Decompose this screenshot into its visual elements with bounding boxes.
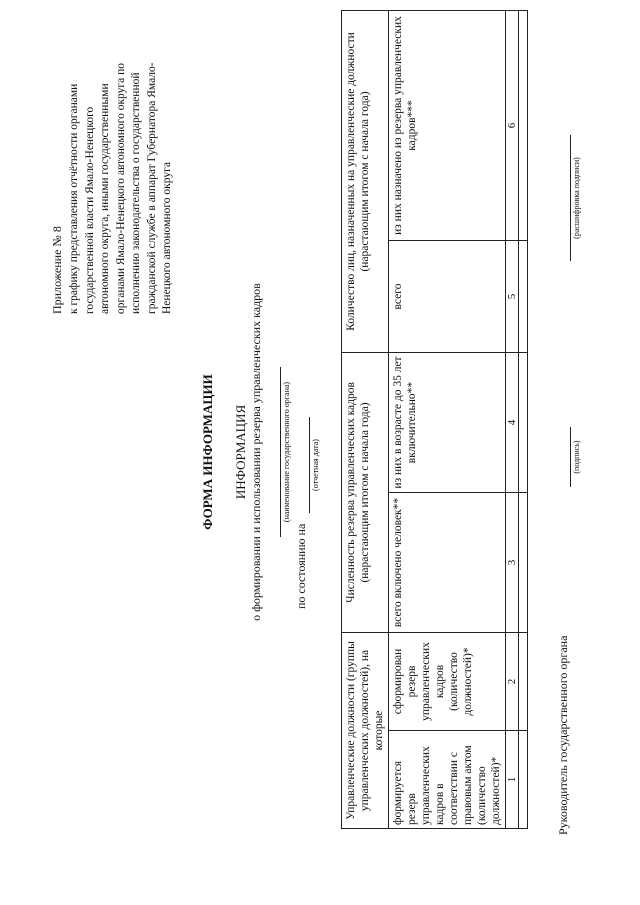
table-empty-data-row — [519, 10, 528, 828]
signature-decode-line — [570, 135, 571, 261]
column-number-4: 4 — [506, 352, 519, 492]
rotated-document-page — [40, 16, 600, 867]
appendix-text: к графику представления отчётности органами государственной власти Ямало-Ненецкого автономного округа, иными государственными органами Ямало-Ненецкого автономного округа по исполнению законодательства о государственной гражданской службе в аппарат Губернатора Ямало-Ненецкого автономного округа — [68, 62, 173, 314]
sub-header-total-appointed: всего — [389, 240, 506, 352]
report-date-line — [309, 417, 310, 513]
main-title: ИНФОРМАЦИЯ — [233, 404, 248, 500]
empty-cell — [519, 240, 528, 352]
appendix-label: Приложение № 8 — [50, 226, 64, 314]
column-number-3: 3 — [506, 493, 519, 633]
column-number-5: 5 — [506, 240, 519, 352]
empty-cell — [519, 731, 528, 829]
signature-decode-caption: (расшифровка подписи) — [572, 157, 581, 239]
table-column-number-row — [506, 10, 519, 828]
signature-caption: (подпись) — [572, 440, 581, 474]
empty-cell — [519, 10, 528, 240]
document-subtitle: о формировании и использовании резерва управленческих кадров — [249, 283, 263, 621]
signature-line — [570, 427, 571, 487]
reserve-table — [341, 10, 528, 829]
sub-header-appointed-from-reserve: из них назначено из резерва управленческих кадров*** — [389, 10, 506, 240]
organization-name-caption: (наименование государственного органа) — [282, 381, 291, 523]
column-number-1: 1 — [506, 731, 519, 829]
table-group-header-row — [342, 10, 389, 828]
group-header-positions: Управленческие должности (группы управленческих должностей), на которые — [342, 633, 389, 829]
sub-header-under-35: из них в возрасте до 35 лет включительно** — [389, 352, 506, 492]
column-number-6: 6 — [506, 10, 519, 240]
empty-cell — [519, 352, 528, 492]
group-header-reserve-count: Численность резерва управленческих кадров (нарастающим итогом с начала года) — [342, 352, 389, 632]
column-number-2: 2 — [506, 633, 519, 731]
as-of-label: по состоянию на — [294, 523, 308, 609]
sub-header-reserve-formed: сформирован резерв управленческих кадров (количество должностей)* — [389, 633, 506, 731]
report-date-caption: (отчетная дата) — [311, 439, 320, 491]
empty-cell — [519, 633, 528, 731]
organization-name-line — [280, 367, 281, 537]
sub-header-total-included: всего включено человек** — [389, 493, 506, 633]
group-header-appointed-count: Количество лиц, назначенных на управленческие должности (нарастающим итогом с начала года) — [342, 10, 389, 352]
table-sub-header-row — [389, 10, 506, 828]
head-of-organ-label: Руководитель государственного органа — [556, 635, 570, 835]
form-title: ФОРМА ИНФОРМАЦИИ — [200, 374, 215, 530]
empty-cell — [519, 493, 528, 633]
sub-header-formed-by-act: формируется резерв управленческих кадров в соответствии с правовым актом (количество должностей)* — [389, 731, 506, 829]
